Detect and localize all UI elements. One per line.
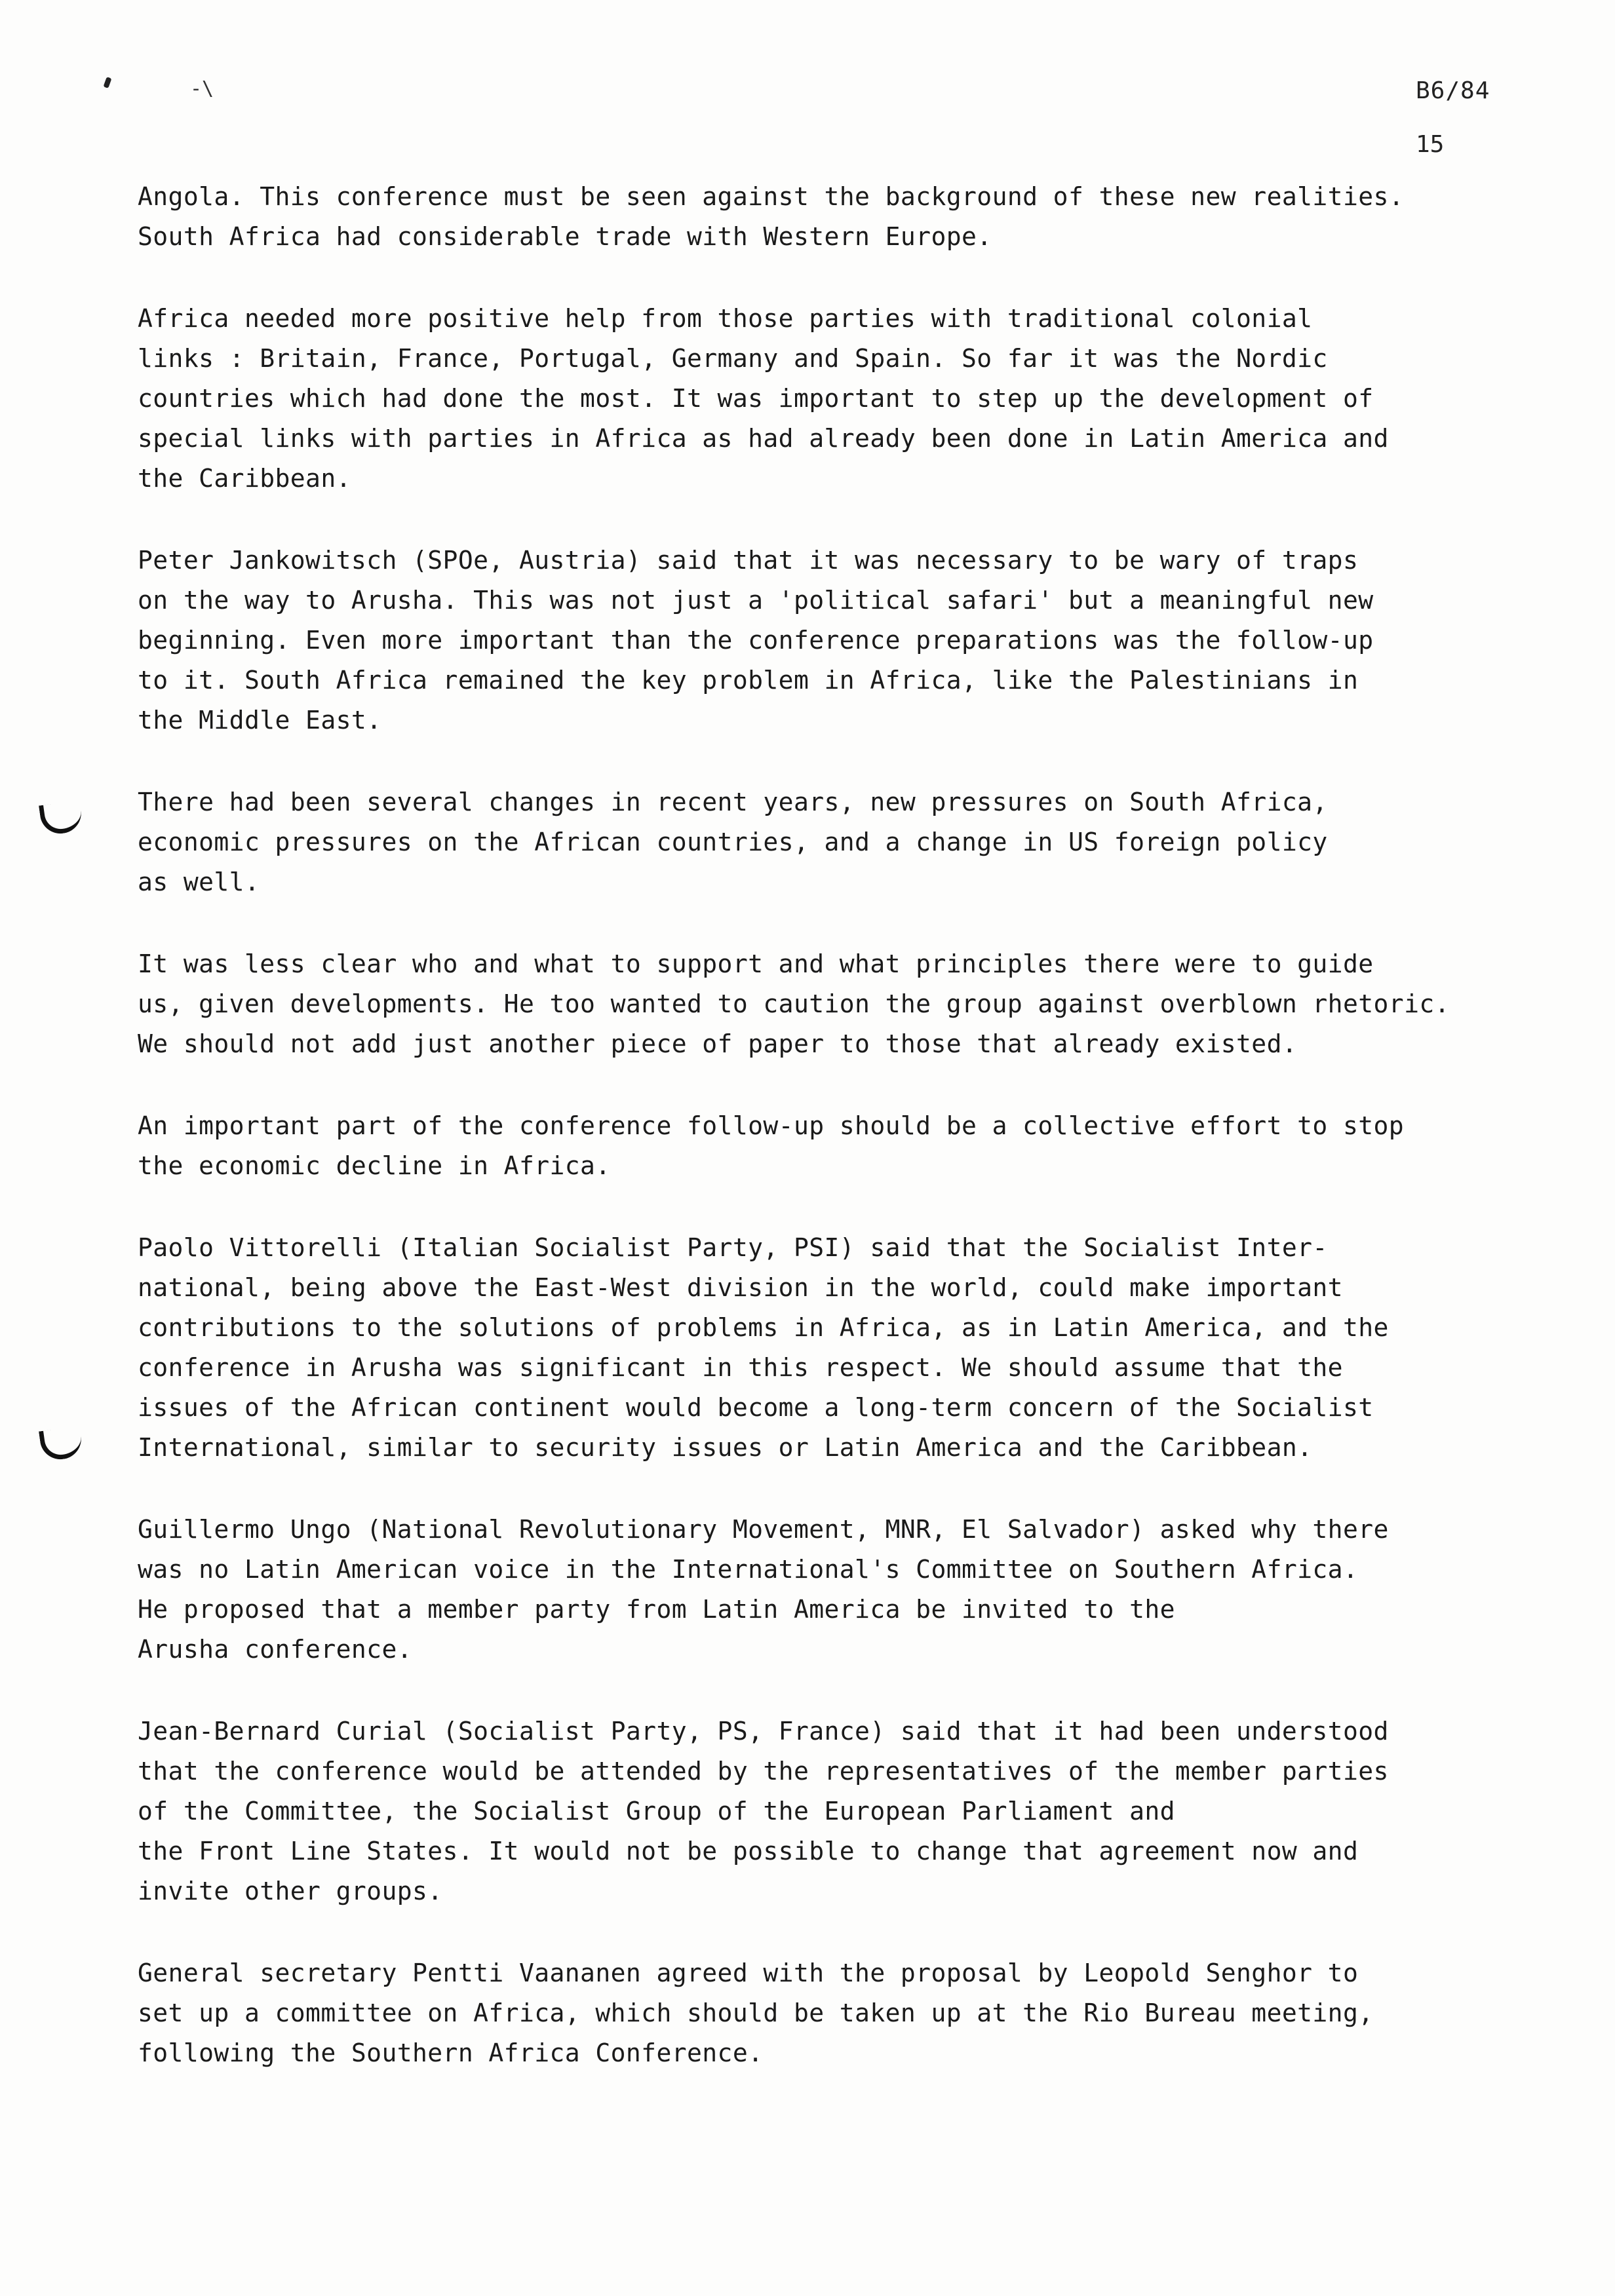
- margin-bracket-mark: [39, 800, 84, 836]
- page-number: 15: [1416, 131, 1445, 158]
- paragraph: It was less clear who and what to support and what principles there were to guide us, given developments. He too wanted to caution the group against overblown rhetoric. We should not add just another piece of paper to those that already existed.: [138, 949, 1450, 1058]
- paragraph: Guillermo Ungo (National Revolutionary Movement, MNR, El Salvador) asked why there was no Latin American voice in the International's Committee on Southern Africa. He proposed that a member party from Latin America be invited to the Arusha conference.: [138, 1515, 1389, 1664]
- paragraph: Angola. This conference must be seen against the background of these new realities. South Africa had considerable trade with Western Europe.: [138, 182, 1405, 251]
- paragraph: Africa needed more positive help from those parties with traditional colonial links : Britain, France, Portugal, Germany and Spain. So far it was the Nordic countries which had done the most. It was important to step up the development of special links with parties in Africa as had already been done in Latin America and the Caribbean.: [138, 304, 1389, 493]
- paragraph: Jean-Bernard Curial (Socialist Party, PS, France) said that it had been understood that the conference would be attended by the representatives of the member parties of the Committee, the Socialist Group of the European Parliament and the Front Line States. It would not be possible to change that agreement now and invite other groups.: [138, 1717, 1389, 1905]
- body-text: [138, 177, 1534, 2115]
- paragraph: An important part of the conference follow-up should be a collective effort to stop the economic decline in Africa.: [138, 1111, 1405, 1180]
- paragraph: General secretary Pentti Vaananen agreed with the proposal by Leopold Senghor to set up a committee on Africa, which should be taken up at the Rio Bureau meeting, following the Southern Africa Conference.: [138, 1959, 1374, 2067]
- stray-ink-mark: -\: [190, 77, 214, 100]
- paragraph: There had been several changes in recent years, new pressures on South Africa, economic pressures on the African countries, and a change in US foreign policy as well.: [138, 788, 1328, 896]
- stray-ink-mark: [104, 77, 112, 88]
- document-reference: B6/84: [1416, 77, 1490, 104]
- margin-bracket-mark: [39, 1426, 84, 1462]
- paragraph: Paolo Vittorelli (Italian Socialist Party, PSI) said that the Socialist Inter- national, being above the East-West division in the world, could make important contributions to the solutions of problems in Africa, as in Latin America, and the conference in Arusha was significant in this respect. We should assume that the issues of the African continent would become a long-term concern of the Socialist International, similar to security issues or Latin America and the Caribbean.: [138, 1233, 1389, 1462]
- paragraph: Peter Jankowitsch (SPOe, Austria) said that it was necessary to be wary of traps on the way to Arusha. This was not just a 'political safari' but a meaningful new beginning. Even more important than the conference preparations was the follow-up to it. South Africa remained the key problem in Africa, like the Palestinians in the Middle East.: [138, 546, 1374, 735]
